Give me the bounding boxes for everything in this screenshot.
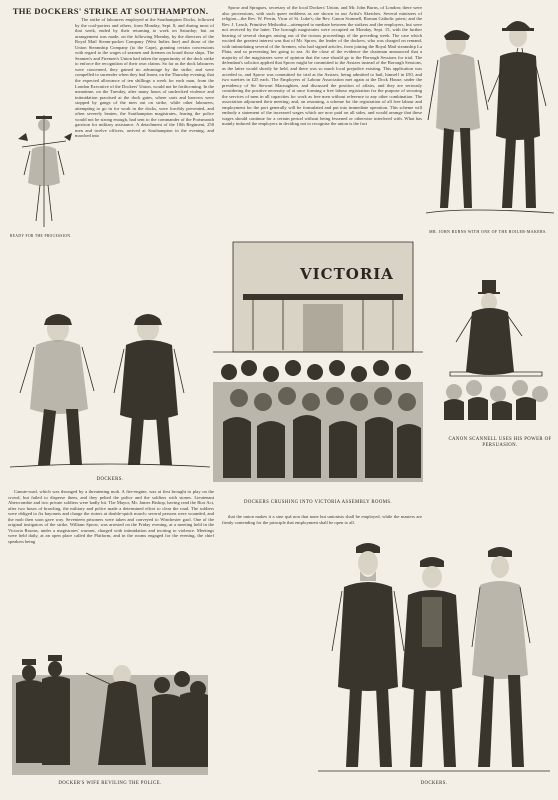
dockers-left-illustration [10,305,210,473]
dockers-right-illustration [318,535,550,775]
article-column-2-top [222,5,422,236]
column-1-top-text: The strike of labourers employed at the Southampton Docks, followed by the coal-porters and others, from Monday, Sept. 8, and during most of that week, ended by their returning to work on Saturday; but an arrangement was made, on the following Monday, by the directors of the Royal Mail Steam-packet Company (West Indies line) and those of the Union Steamship Company (to the Cape), granting certain concessions with regard to the wages of seamen and firemen on board those ships. The Seamen's and Firemen's Union had taken the opportunity of the dock strike to enforce the recognition of their own claims. So far as the dock labourers were concerned, they gained no advantage by the strike, and were compelled to surrender when they had learnt, on the Thursday evening, that the expected allowance of ten shillings a week for each man, from the London Executive of the Dockers' Union, would not be forthcoming. In the meantime, on the Tuesday, after many hours of unchecked violence and intimidation practised at the dock gates, where carts and barrows were stopped by gangs of the men out on strike, while other labourers, attempting to go in for work in the docks, were forcibly prevented, and often severely beaten, the Southampton magistrates, fearing the police would not be strong enough, had sent to the commander of the Portsmouth garrison for military assistance. A detachment of the 10th Regiment, 250 men and twelve officers, arrived at Southampton in the evening, and marched into [75,17,214,139]
scannell-caption: CANON SCANNELL USES HIS POWER OF PERSUASION. [448,437,552,448]
scannell-illustration [440,276,552,424]
burns-caption: MR. JOHN BURNS WITH ONE OF THE BOILER-MAKERS. [429,230,547,234]
procession-illustration [14,107,74,232]
column-2-bottom-text: that the union makes it a sine quâ non that none but unionists shall be employed, while the masters are firmly contending for the principle that employment shall be open to all. [222,514,422,525]
article-column-1-bottom [8,489,214,639]
procession-caption: READY FOR THE PROCESSION. [10,234,72,238]
wife-caption: DOCKER'S WIFE REVILING THE POLICE. [58,781,162,786]
dockers-right-caption: DOCKERS. [420,781,448,786]
column-2-top-text: Sprow and Spragues, secretary of the local Dockers' Union, and Mr. John Burns, of London; there were also processions, with such queer emblems as are shown in our Artist's Sketches. Several ministers of religion—the Rev. W. Perrin, Vicar of St. Luke's; the Rev. Canon Scannell, Roman Catholic priest; and the Rev. J. Leach, Primitive Methodist—attempted to mediate between the strikers and the employers, but were not received by the latter. The borough magistrates were occupied on Monday, Sept. 15, with the further hearing of several charges arising out of the riotous proceedings of the preceding week. The case which excited the greatest interest was that of Mr. Sprow, the leader of the dockers, who was charged on remand, with intimidating several of the firemen, who had signed articles, from joining the Royal Mail steamship La Plata, and so preventing her going to sea. At the close of the evidence the chairman announced that a majority of the magistrates were of opinion that the case should go to the Borough Sessions for trial. The defendant's solicitor applied that Sprow might be committed to the Assizes instead of the Borough Sessions, as the latter would shortly be held, and there was so much local prejudice existing. This application was acceded to, and Sprow was committed for trial at the Assizes, being admitted to bail, himself in £50, and two sureties in £25 each. The Employers of Labour Association met again at the Dock House, under the presidency of Sir Stewart Macnaghten, and discussed the position of affairs, and they are seriously considering the positive necessity of at once forming a free labour registration for the purpose of securing the services of men in all capacities for work as free men without reference to any other combination. The association adjourned their meeting; and, on resuming, a scheme for the registration of all free labour and employment for the port generally will be formulated and put into immediate operation. This scheme will embody a statement of the increased wages which are now paid on all sides, and would arrange that these wages should continue for a certain period without being lessened or otherwise interfered with. What has mainly induced the employers in deciding not to recognise the union is the fact [222,5,422,127]
dockers-left-caption: DOCKERS. [96,477,124,482]
wife-illustration [12,645,208,775]
column-1-bottom-text: Canute-road, which was thronged by a threatening mob. A fire-engine, was at first brought to play on the crowd, but failed to disperse them, and they pelted the police and the soldiers with stones. Lieutenant Abercrombie and two private soldiers were badly hit. The Mayor, Mr. James Bishop, having read the Riot Act, after two hours of brawling, the military and police made a determined effort to clear the road. The soldiers were obliged to fix bayonets and charge the rioters at double-quick march; several persons were wounded, and the mob then soon gave way. Seventeen prisoners were taken and conveyed to Winchester gaol. One of the original instigators of the strike, William Sprow, was arrested on the Friday evening, at a meeting held in the Victoria Rooms, under a magistrates' warrant, charged with intimidation and inciting to violence. Meetings were held daily, at an open place called the Platform, and in the rooms engaged for the evening, the chief speakers being [8,489,214,544]
article-title: THE DOCKERS' STRIKE AT SOUTHAMPTON. [12,6,209,16]
victoria-caption: DOCKERS CRUSHING INTO VICTORIA ASSEMBLY ROOMS. [243,500,393,505]
victoria-sign: VICTORIA [300,265,394,283]
burns-illustration [426,8,554,230]
